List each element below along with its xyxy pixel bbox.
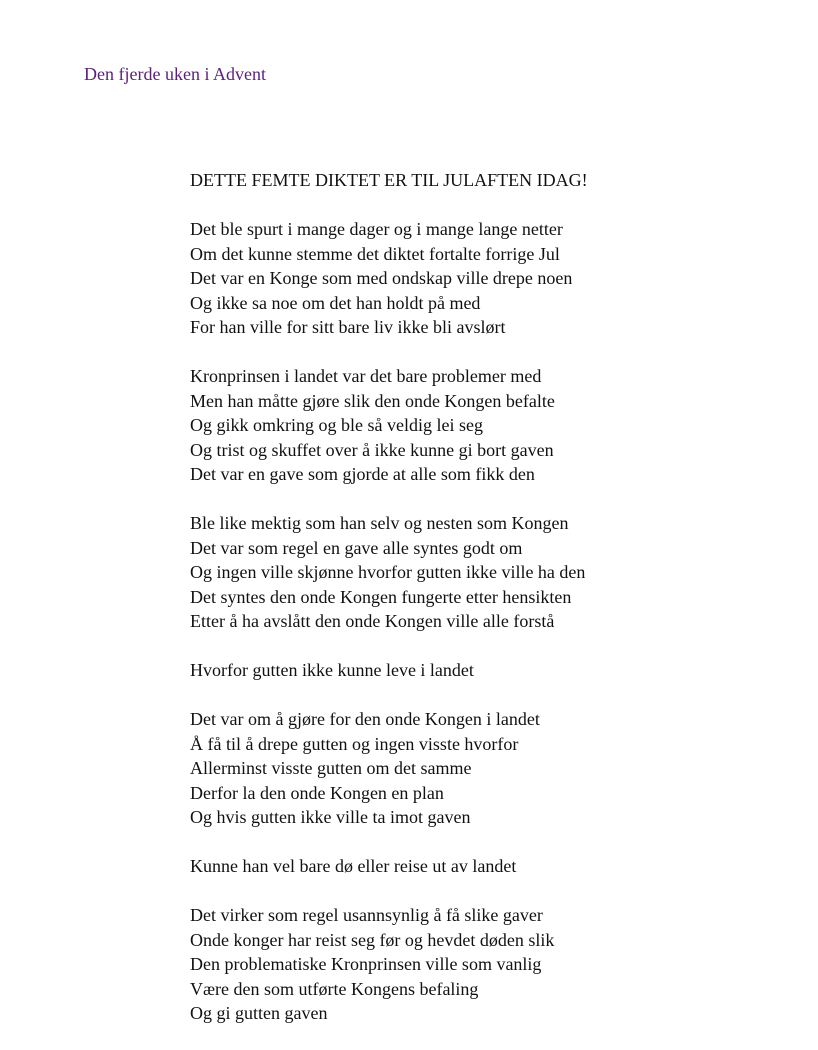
poem-line: Være den som utførte Kongens befaling — [190, 978, 479, 999]
poem-line: Det syntes den onde Kongen fungerte etter hensikten — [190, 586, 572, 607]
poem-line: Det ble spurt i mange dager og i mange lange netter — [190, 219, 563, 239]
stanza-1 — [190, 217, 790, 340]
poem-line: Og ingen ville skjønne hvorfor gutten ikke ville ha den — [190, 562, 586, 582]
stanza-5 — [190, 707, 790, 830]
poem-line: Det virker som regel usannsynlig å få slike gaver — [190, 905, 543, 925]
poem-title: DETTE FEMTE DIKTET ER TIL JULAFTEN IDAG! — [190, 170, 588, 190]
poem-line: Derfor la den onde Kongen en plan — [190, 782, 444, 803]
poem-line: Og gikk omkring og ble så veldig lei seg — [190, 415, 483, 435]
poem-line: Onde konger har reist seg før og hevdet døden slik — [190, 929, 555, 950]
poem-line: Om det kunne stemme det diktet fortalte forrige Jul — [190, 243, 560, 264]
poem-line: Det var en gave som gjorde at alle som fikk den — [190, 464, 535, 484]
stanza-6 — [190, 854, 790, 879]
poem-line: Allerminst visste gutten om det samme — [190, 758, 472, 778]
poem-line: Kronprinsen i landet var det bare problemer med — [190, 366, 542, 386]
poem-line: Og gi gutten gaven — [190, 1003, 328, 1023]
poem-line: Kunne han vel bare dø eller reise ut av landet — [190, 856, 517, 876]
poem — [190, 168, 790, 1050]
poem-line: Det var som regel en gave alle syntes godt om — [190, 537, 523, 558]
stanza-7 — [190, 903, 790, 1026]
poem-line: Men han måtte gjøre slik den onde Kongen befalte — [190, 390, 555, 411]
poem-line: Og ikke sa noe om det han holdt på med — [190, 292, 481, 313]
poem-line: Hvorfor gutten ikke kunne leve i landet — [190, 660, 474, 680]
poem-line: Og trist og skuffet over å ikke kunne gi bort gaven — [190, 439, 554, 460]
poem-line: Etter å ha avslått den onde Kongen ville alle forstå — [190, 611, 555, 631]
poem-line: Å få til å drepe gutten og ingen visste hvorfor — [190, 733, 519, 754]
poem-line: Den problematiske Kronprinsen ville som vanlig — [190, 954, 542, 974]
stanza-3 — [190, 511, 790, 634]
page-header: Den fjerde uken i Advent — [84, 64, 266, 84]
poem-line: Og hvis gutten ikke ville ta imot gaven — [190, 807, 471, 827]
stanza-4 — [190, 658, 790, 683]
poem-line: For han ville for sitt bare liv ikke bli avslørt — [190, 317, 506, 337]
poem-line: Det var om å gjøre for den onde Kongen i landet — [190, 709, 540, 729]
poem-line: Ble like mektig som han selv og nesten som Kongen — [190, 513, 569, 533]
poem-line: Det var en Konge som med ondskap ville drepe noen — [190, 268, 573, 288]
stanza-2 — [190, 364, 790, 487]
